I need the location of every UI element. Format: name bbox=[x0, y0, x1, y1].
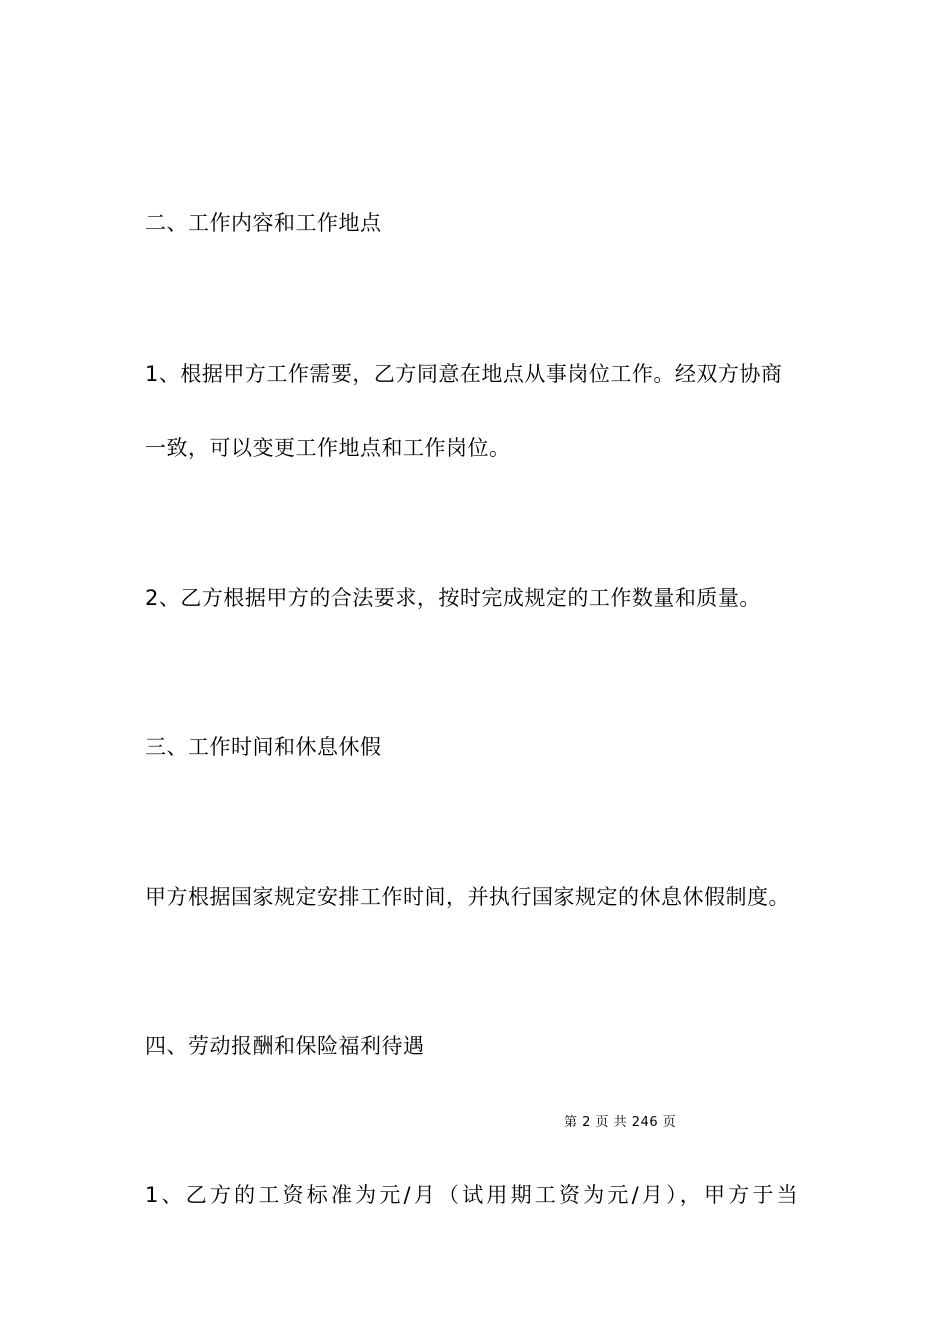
paragraph-line: 甲方根据国家规定安排工作时间，并执行国家规定的休息休假制度。 bbox=[145, 885, 790, 909]
section-heading-work-hours: 三、工作时间和休息休假 bbox=[145, 735, 382, 759]
paragraph-line: 1、根据甲方工作需要，乙方同意在地点从事岗位工作。经双方协商 bbox=[145, 362, 783, 386]
page-number-footer: 第 2 页 共 246 页 bbox=[564, 1115, 677, 1130]
paragraph-line: 2、乙方根据甲方的合法要求，按时完成规定的工作数量和质量。 bbox=[145, 586, 761, 610]
paragraph-line: 一致，可以变更工作地点和工作岗位。 bbox=[145, 436, 511, 460]
section-heading-compensation: 四、劳动报酬和保险福利待遇 bbox=[145, 1034, 425, 1058]
section-heading-work-content: 二、工作内容和工作地点 bbox=[145, 211, 382, 235]
paragraph-line: 1、乙方的工资标准为元/月（试用期工资为元/月），甲方于当 bbox=[145, 1183, 801, 1207]
